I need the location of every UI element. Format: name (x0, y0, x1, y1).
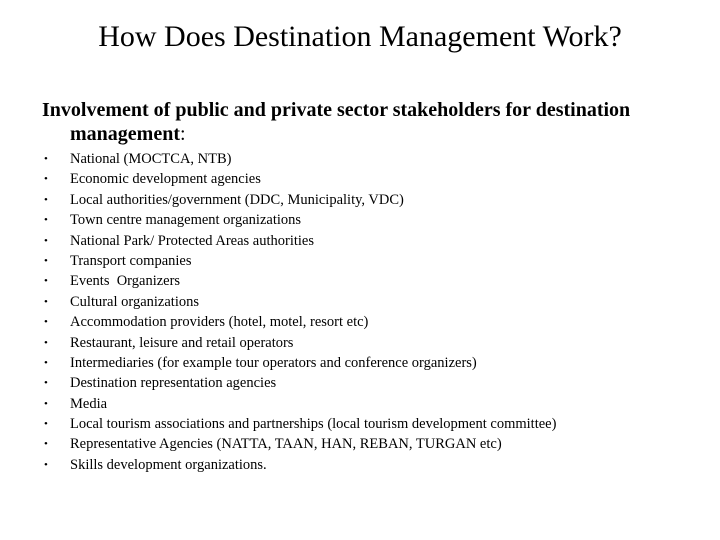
bullet-icon: • (44, 275, 48, 288)
bullet-icon: • (44, 316, 48, 329)
bullet-icon: • (44, 458, 48, 471)
list-item-text: Events Organizers (70, 273, 181, 290)
list-item-text: Cultural organizations (70, 293, 199, 310)
list-item-text: Economic development agencies (70, 171, 261, 188)
list-item (40, 434, 700, 454)
bullet-icon: • (44, 397, 48, 410)
list-item-text: Intermediaries (for example tour operators and conference organizers) (70, 354, 477, 371)
bullet-icon: • (44, 234, 48, 247)
list-item-text: Local authorities/government (DDC, Municipality, VDC) (70, 191, 404, 208)
list-item (40, 312, 700, 332)
list-item-text: Destination representation agencies (70, 375, 277, 392)
bullet-icon: • (44, 418, 48, 431)
list-item-text: Restaurant, leisure and retail operators (70, 334, 294, 351)
list-item (40, 373, 700, 393)
stakeholder-list (40, 149, 700, 475)
list-item-text: Representative Agencies (NATTA, TAAN, HAN, REBAN, TURGAN etc) (70, 436, 502, 453)
slide-title: How Does Destination Management Work? (98, 20, 622, 53)
subheading (42, 98, 710, 146)
list-item (40, 251, 700, 271)
list-item (40, 414, 700, 434)
list-item (40, 292, 700, 312)
list-item-text: Town centre management organizations (70, 212, 302, 229)
list-item-text: Transport companies (70, 252, 192, 269)
bullet-icon: • (44, 336, 48, 349)
list-item-text: Local tourism associations and partnerships (local tourism development committee) (70, 416, 557, 433)
list-item (40, 169, 700, 189)
bullet-icon: • (44, 295, 48, 308)
bullet-icon: • (44, 377, 48, 390)
list-item (40, 333, 700, 353)
bullet-icon: • (44, 214, 48, 227)
bullet-icon: • (44, 173, 48, 186)
list-item-text: Accommodation providers (hotel, motel, resort etc) (70, 314, 369, 331)
list-item-text: Skills development organizations. (70, 456, 267, 473)
list-item (40, 353, 700, 373)
bullet-icon: • (44, 438, 48, 451)
bullet-icon: • (44, 254, 48, 267)
bullet-icon: • (44, 153, 48, 165)
list-item (40, 190, 700, 210)
list-item (40, 455, 700, 475)
list-item (40, 231, 700, 251)
bullet-icon: • (44, 193, 48, 206)
list-item (40, 210, 700, 230)
list-item (40, 149, 700, 169)
bullet-icon: • (44, 356, 48, 369)
subheading-colon: : (179, 123, 186, 145)
list-item-text: National Park/ Protected Areas authorities (70, 232, 315, 249)
list-item (40, 271, 700, 291)
list-item-text: Media (70, 395, 108, 412)
subheading-text: Involvement of public and private sector stakeholders for destination management (42, 99, 631, 145)
list-item (40, 394, 700, 414)
list-item-text: National (MOCTCA, NTB) (70, 151, 232, 167)
